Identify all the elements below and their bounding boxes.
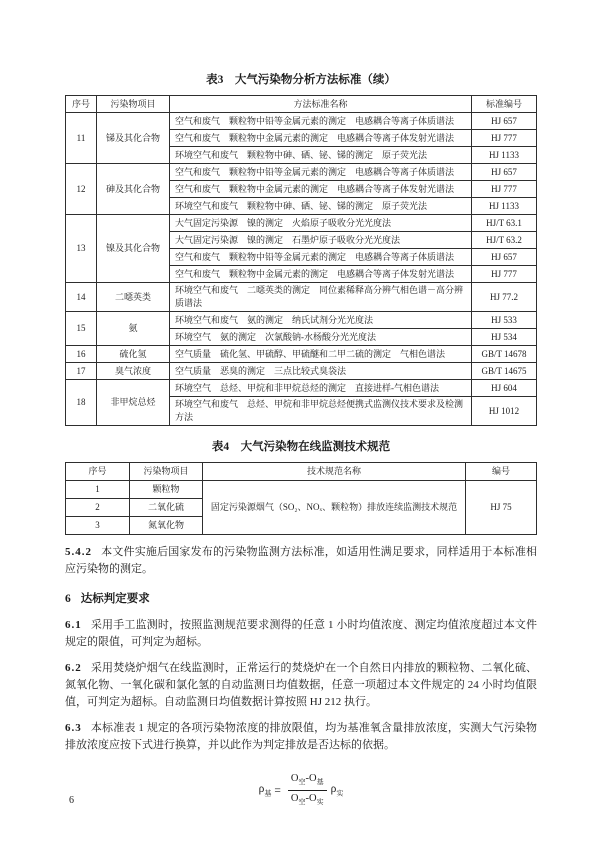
method-name-cell: 空气和废气 颗粒物中金属元素的测定 电感耦合等离子体发射光谱法 xyxy=(170,130,472,147)
row-no-cell: 1 xyxy=(66,481,130,499)
standard-code-cell: HJ 1133 xyxy=(472,147,537,164)
spec-name-cell: 固定污染源烟气（SO₂、NOₓ、颗粒物）排放连续监测技术规范 xyxy=(203,481,466,535)
equals-sign: = xyxy=(274,784,281,797)
method-name-cell: 空气和废气 颗粒物中铅等金属元素的测定 电感耦合等离子体质谱法 xyxy=(170,164,472,181)
table4-header-spec: 技术规范名称 xyxy=(203,463,466,481)
row-no-cell: 17 xyxy=(66,363,97,380)
standard-code-cell: HJ 657 xyxy=(472,113,537,130)
pollutant-cell: 镍及其化合物 xyxy=(97,215,170,283)
pollutant-cell: 非甲烷总烃 xyxy=(97,380,170,426)
standard-code-cell: HJ 77.2 xyxy=(472,283,537,312)
method-name-cell: 空气质量 硫化氢、甲硫醇、甲硫醚和二甲二硫的测定 气相色谱法 xyxy=(170,346,472,363)
row-no-cell: 3 xyxy=(66,517,130,535)
table3-title: 表3 大气污染物分析方法标准（续） xyxy=(206,74,396,86)
clause-text: 采用焚烧炉烟气在线监测时，正常运行的焚烧炉在一个自然日内排放的颗粒物、二氧化硫、氮氧化物、一氧化碳和氯化氢的自动监测日均值数据，任意一项超过本文件规定的 24 小时均值限值，可判定为超标。自动监测日均值数据计算按照 HJ 212 执行。 xyxy=(65,662,537,708)
pollutant-cell: 二噁英类 xyxy=(97,283,170,312)
method-name-cell: 环境空气和废气 颗粒物中砷、硒、铋、锑的测定 原子荧光法 xyxy=(170,147,472,164)
formula-lhs: $\rho_基$ xyxy=(258,782,272,798)
pollutant-cell: 氨 xyxy=(97,312,170,346)
method-name-cell: 环境空气和废气 二噁英类的测定 同位素稀释高分辨气相色谱－高分辨质谱法 xyxy=(170,283,472,312)
table3-header-pollutant: 污染物项目 xyxy=(97,96,170,113)
section-title-text: 达标判定要求 xyxy=(80,593,150,605)
clause-number: 6.3 xyxy=(65,722,82,734)
row-no-cell: 18 xyxy=(66,380,97,426)
standard-code-cell: HJ/T 63.2 xyxy=(472,232,537,249)
method-name-cell: 环境空气 总烃、甲烷和非甲烷总烃的测定 直接进样-气相色谱法 xyxy=(170,380,472,397)
clause-text: 本文件实施后国家发布的污染物监测方法标准，如适用性满足要求，同样适用于本标准相应污染物的测定。 xyxy=(65,546,537,575)
table3-header-code: 标准编号 xyxy=(472,96,537,113)
row-no-cell: 15 xyxy=(66,312,97,346)
row-no-cell: 2 xyxy=(66,499,130,517)
standard-code-cell: HJ 75 xyxy=(466,481,537,535)
row-no-cell: 13 xyxy=(66,215,97,283)
row-no-cell: 16 xyxy=(66,346,97,363)
standard-code-cell: HJ/T 63.1 xyxy=(472,215,537,232)
method-name-cell: 空气和废气 颗粒物中铅等金属元素的测定 电感耦合等离子体质谱法 xyxy=(170,249,472,266)
table3-header-no: 序号 xyxy=(66,96,97,113)
table-row xyxy=(66,312,537,329)
method-name-cell: 环境空气和废气 颗粒物中砷、硒、铋、锑的测定 原子荧光法 xyxy=(170,198,472,215)
oxygen-conversion-formula xyxy=(65,771,537,810)
table-row xyxy=(66,363,537,380)
standard-code-cell: HJ 657 xyxy=(472,249,537,266)
page-number: 6 xyxy=(69,795,74,806)
table4-header-pollutant: 污染物项目 xyxy=(130,463,203,481)
standard-code-cell: HJ 534 xyxy=(472,329,537,346)
table4-header-no: 序号 xyxy=(66,463,130,481)
standard-code-cell: HJ 604 xyxy=(472,380,537,397)
table-row xyxy=(66,215,537,232)
fraction-numerator: $O_空-O_基$ xyxy=(290,773,324,787)
table4-online-monitoring-specs xyxy=(65,462,537,535)
table-row xyxy=(66,113,537,130)
method-name-cell: 大气固定污染源 镍的测定 石墨炉原子吸收分光光度法 xyxy=(170,232,472,249)
pollutant-cell: 二氧化硫 xyxy=(130,499,203,517)
pollutant-cell: 硫化氢 xyxy=(97,346,170,363)
standard-code-cell: GB/T 14678 xyxy=(472,346,537,363)
clause-number: 6.1 xyxy=(65,619,82,631)
method-name-cell: 空气和废气 颗粒物中金属元素的测定 电感耦合等离子体发射光谱法 xyxy=(170,266,472,283)
standard-code-cell: HJ 777 xyxy=(472,130,537,147)
method-name-cell: 环境空气和废气 总烃、甲烷和非甲烷总烃便携式监测仪技术要求及检测方法 xyxy=(170,397,472,426)
section-number: 6 xyxy=(65,593,71,605)
method-name-cell: 空气质量 恶臭的测定 三点比较式臭袋法 xyxy=(170,363,472,380)
table4-header-code: 编号 xyxy=(466,463,537,481)
clause-number: 6.2 xyxy=(65,662,82,674)
standard-code-cell: HJ 533 xyxy=(472,312,537,329)
paragraph-6-3 xyxy=(65,720,537,754)
pollutant-cell: 锑及其化合物 xyxy=(97,113,170,164)
clause-text: 本标准表 1 规定的各项污染物浓度的排放限值，均为基准氧含量排放浓度，实测大气污染物排放浓度应按下式进行换算，并以此作为判定排放是否达标的依据。 xyxy=(65,722,537,751)
standard-code-cell: HJ 657 xyxy=(472,164,537,181)
method-name-cell: 大气固定污染源 镍的测定 火焰原子吸收分光光度法 xyxy=(170,215,472,232)
formula-fraction xyxy=(288,771,327,810)
section-6-heading xyxy=(65,591,537,608)
table4-title: 表4 大气污染物在线监测技术规范 xyxy=(211,441,391,453)
paragraph-5-4-2 xyxy=(65,544,537,578)
page-content xyxy=(65,0,537,810)
table-row xyxy=(66,164,537,181)
table-row xyxy=(66,283,537,312)
method-name-cell: 环境空气和废气 氨的测定 纳氏试剂分光光度法 xyxy=(170,312,472,329)
standard-code-cell: HJ 777 xyxy=(472,266,537,283)
clause-text: 采用手工监测时，按照监测规范要求测得的任意 1 小时均值浓度、测定均值浓度超过本文件规定的限值，可判定为超标。 xyxy=(65,619,537,648)
table-row xyxy=(66,380,537,397)
method-name-cell: 空气和废气 颗粒物中铅等金属元素的测定 电感耦合等离子体质谱法 xyxy=(170,113,472,130)
standard-code-cell: GB/T 14675 xyxy=(472,363,537,380)
table-row xyxy=(66,346,537,363)
pollutant-cell: 颗粒物 xyxy=(130,481,203,499)
table3-header-method: 方法标准名称 xyxy=(170,96,472,113)
method-name-cell: 空气和废气 颗粒物中金属元素的测定 电感耦合等离子体发射光谱法 xyxy=(170,181,472,198)
pollutant-cell: 砷及其化合物 xyxy=(97,164,170,215)
table4-header-row xyxy=(66,463,537,481)
table3-header-row xyxy=(66,96,537,113)
pollutant-cell: 氮氧化物 xyxy=(130,517,203,535)
clause-number: 5.4.2 xyxy=(65,546,92,558)
table-row xyxy=(66,481,537,499)
standard-code-cell: HJ 777 xyxy=(472,181,537,198)
row-no-cell: 12 xyxy=(66,164,97,215)
paragraph-6-2 xyxy=(65,660,537,711)
row-no-cell: 11 xyxy=(66,113,97,164)
formula-rhs: $\rho_实$ xyxy=(330,782,344,798)
standard-code-cell: HJ 1012 xyxy=(472,397,537,426)
pollutant-cell: 臭气浓度 xyxy=(97,363,170,380)
method-name-cell: 环境空气 氨的测定 次氯酸钠-水杨酸分光光度法 xyxy=(170,329,472,346)
paragraph-6-1 xyxy=(65,617,537,651)
standard-code-cell: HJ 1133 xyxy=(472,198,537,215)
row-no-cell: 14 xyxy=(66,283,97,312)
table3-analysis-standards xyxy=(65,95,537,426)
fraction-denominator: $O_空-O_实$ xyxy=(288,790,327,810)
